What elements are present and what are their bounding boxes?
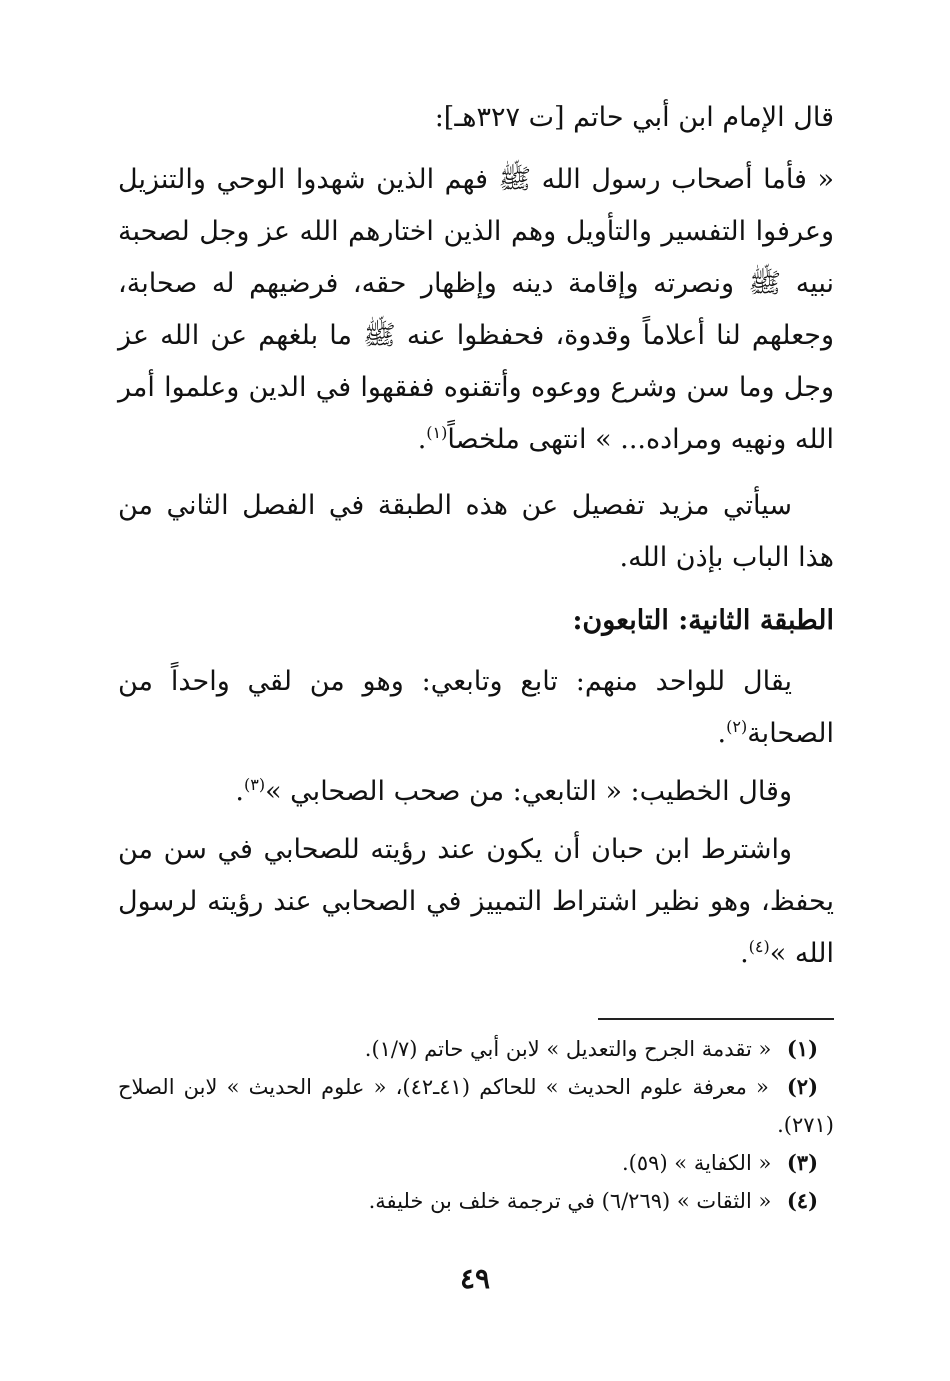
quote-text: « فأما أصحاب رسول الله ﷺ فهم الذين شهدوا الوحي والتنزيل وعرفوا التفسير والتأويل وهم الذين اختارهم الله عز وجل لصحبة نبيه ﷺ ونصرته وإقامة دينه وإظهار حقه، فرضيهم له صحابة، وجعلهم لنا أعلاماً وقدوة، فحفظوا عنه ﷺ ما بلغهم عن الله عز وجل وما سن وشرع ووعوه وأتقنوه ففقهوا في الدين وعلموا أمر الله ونهيه ومراده... » انتهى ملخصاً [118,164,834,455]
footnote-text: « تقدمة الجرح والتعديل » لابن أبي حاتم (١/٧). [364,1037,772,1061]
quote-paragraph [118,154,834,466]
definition-text: يقال للواحد منهم: تابع وتابعي: وهو من لقي واحداً من الصحابة [118,666,834,749]
next-paragraph [118,480,834,584]
footnotes [118,1030,834,1220]
definition-paragraph [118,656,834,760]
footnote-marker-1[interactable]: (١) [426,423,448,442]
khatib-paragraph [118,766,834,818]
footnote-number: (٢) [786,1074,819,1099]
ibnhibban-text: واشترط ابن حبان أن يكون عند رؤيته للصحابي في سن من يحفظ، وهو نظير اشتراط التمييز في الصحابي عند رؤيته لرسول الله » [118,834,834,969]
footnote-marker-3[interactable]: (٣) [243,775,266,794]
footnote-number: (٣) [786,1150,818,1175]
main-text [118,92,834,980]
intro-text: قال الإمام ابن أبي حاتم [ت ٣٢٧هـ]: [434,102,834,133]
ibnhibban-paragraph [118,824,834,980]
footnote-text: « الكفاية » (٥٩). [622,1151,772,1175]
footnote-number: (٤) [786,1188,818,1213]
ibnhibban-end: . [740,938,749,969]
footnote-4 [118,1182,834,1220]
next-text: سيأتي مزيد تفصيل عن هذه الطبقة في الفصل الثاني من هذا الباب بإذن الله. [118,490,834,573]
footnote-2 [118,1068,834,1144]
khatib-end: . [235,776,244,807]
footnote-3 [118,1144,834,1182]
footnote-separator [598,1018,834,1020]
quote-end: . [417,424,427,455]
definition-end: . [717,718,727,749]
footnote-marker-4[interactable]: (٤) [748,937,770,956]
footnote-text: « معرفة علوم الحديث » للحاكم (٤١ـ٤٢)، « علوم الحديث » لابن الصلاح (٢٧١). [118,1075,834,1137]
footnote-number: (١) [786,1036,818,1061]
footnote-1 [118,1030,834,1068]
page-number: ٤٩ [459,1262,491,1295]
khatib-text: وقال الخطيب: « التابعي: من صحب الصحابي » [265,776,792,807]
section-heading: الطبقة الثانية: التابعون: [572,605,834,636]
intro-line [118,92,834,144]
footnote-text: « الثقات » (٦/٢٦٩) في ترجمة خلف بن خليفة. [368,1189,772,1213]
footnote-marker-2[interactable]: (٢) [726,717,748,736]
